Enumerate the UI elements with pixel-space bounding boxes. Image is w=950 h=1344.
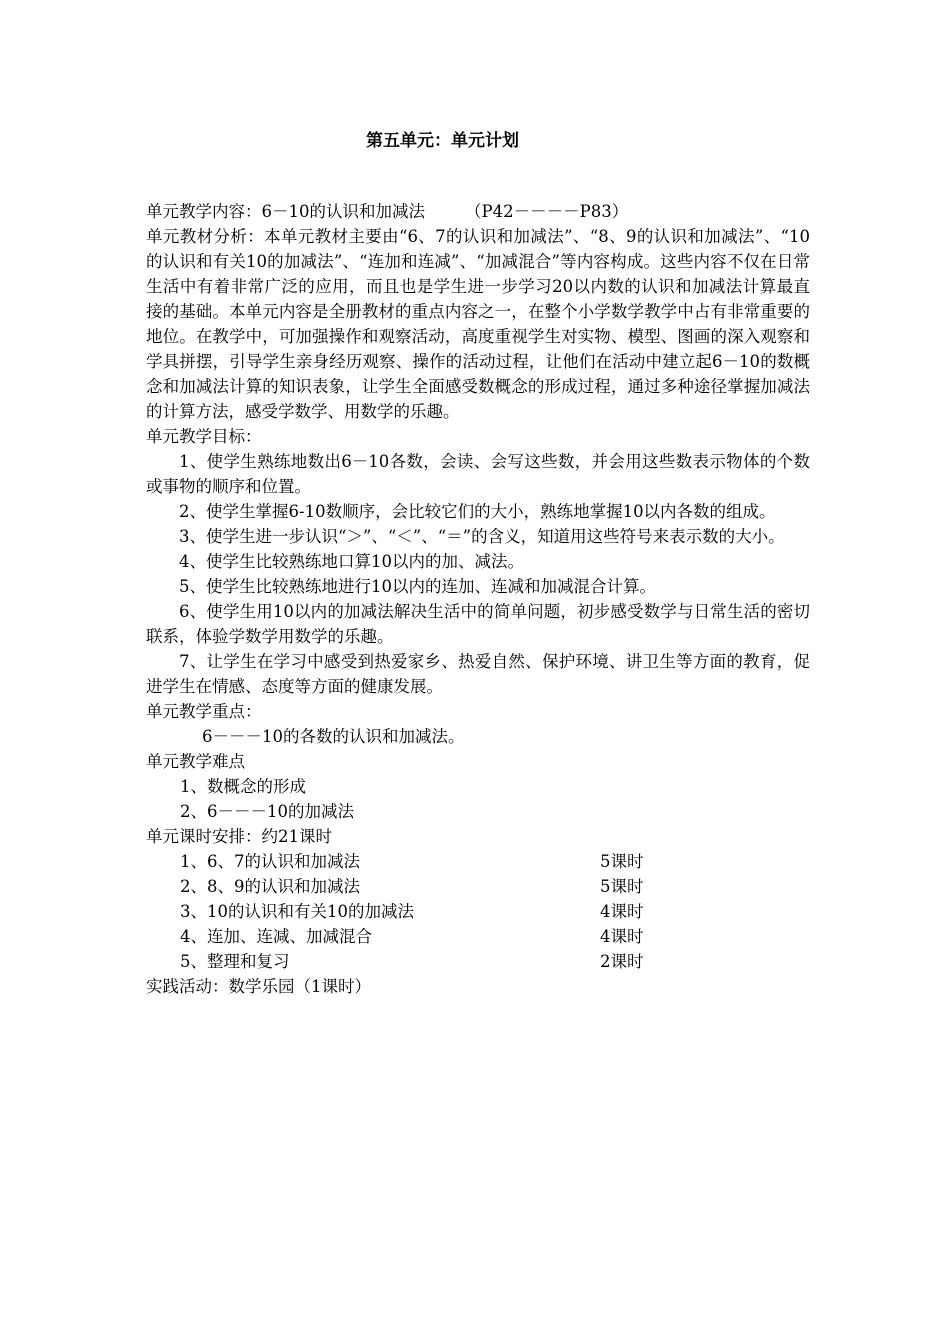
- document-body: [146, 199, 810, 999]
- schedule-row: [146, 949, 810, 974]
- goal-item: 2、使学生掌握6-10数顺序，会比较它们的大小，熟练地掌握10以内各数的组成。: [179, 502, 776, 521]
- difficulty-item: 1、数概念的形成: [180, 777, 306, 796]
- keypoints-text: 6－－－10的各数的认识和加减法。: [202, 727, 465, 746]
- schedule-hours: 4课时: [600, 927, 644, 946]
- unit-analysis: 单元教材分析：本单元教材主要由“6、7的认识和加减法”、“8、9的认识和加减法”、“10的认识和有关10的加减法”、“连加和连减”、“加减混合”等内容构成。这些内容不仅在日常生活中有着非常广泛的应用，而且也是学生进一步学习20以内数的认识和加减法计算最直接的基础。本单元内容是全册教材的重点内容之一，在整个小学数学教学中占有非常重要的地位。在教学中，可加强操作和观察活动，高度重视学生对实物、模型、图画的深入观察和学具拼摆，引导学生亲身经历观察、操作的活动过程，让他们在活动中建立起6－10的数概念和加减法计算的知识表象，让学生全面感受数概念的形成过程，通过多种途径掌握加减法的计算方法，感受学数学、用数学的乐趣。: [146, 227, 810, 421]
- schedule-lesson: 1、6、7的认识和加减法: [180, 852, 360, 871]
- goal-item: 7、让学生在学习中感受到热爱家乡、热爱自然、保护环境、讲卫生等方面的教育，促进学生在情感、态度等方面的健康发展。: [146, 652, 810, 696]
- schedule-hours: 5课时: [600, 852, 644, 871]
- goal-item: 3、使学生进一步认识“＞”、“＜”、“＝”的含义，知道用这些符号来表示数的大小。: [179, 527, 785, 546]
- unit-content-line: [146, 199, 810, 224]
- unit-content-label: 单元教学内容：: [146, 202, 262, 221]
- goal-item: 1、使学生熟练地数出6－10各数，会读、会写这些数，并会用这些数表示物体的个数或事物的顺序和位置。: [146, 452, 810, 496]
- schedule-lesson: 4、连加、连减、加减混合: [180, 927, 372, 946]
- schedule-row: [146, 874, 810, 899]
- schedule-row: [146, 924, 810, 949]
- difficulties-heading: 单元教学难点: [146, 752, 245, 771]
- schedule-hours: 2课时: [600, 952, 644, 971]
- goal-item: 6、使学生用10以内的加减法解决生活中的简单问题，初步感受数学与日常生活的密切联系，体验学数学用数学的乐趣。: [146, 602, 810, 646]
- goals-list: [146, 449, 810, 699]
- page-title: 第五单元：单元计划: [366, 131, 519, 151]
- schedule-lesson: 2、8、9的认识和加减法: [180, 877, 360, 896]
- schedule-list: [146, 849, 810, 974]
- difficulties-list: [146, 774, 810, 824]
- goals-heading: 单元教学目标：: [146, 427, 262, 446]
- schedule-row: [146, 899, 810, 924]
- unit-content-pages: （P42－－－－P83）: [465, 202, 629, 221]
- schedule-hours: 4课时: [600, 902, 644, 921]
- keypoints-heading: 单元教学重点：: [146, 702, 262, 721]
- goal-item: 4、使学生比较熟练地口算10以内的加、减法。: [179, 552, 524, 571]
- schedule-heading: 单元课时安排：约21课时: [146, 827, 332, 846]
- goal-item: 5、使学生比较熟练地进行10以内的连加、连减和加减混合计算。: [179, 577, 656, 596]
- unit-content-text: 6－10的认识和加减法: [261, 202, 425, 221]
- difficulty-item: 2、6－－－10的加减法: [180, 802, 354, 821]
- schedule-lesson: 5、整理和复习: [180, 952, 290, 971]
- schedule-lesson: 3、10的认识和有关10的加减法: [180, 902, 414, 921]
- practice-activity: 实践活动：数学乐园（1课时）: [146, 977, 371, 996]
- schedule-hours: 5课时: [600, 877, 644, 896]
- schedule-row: [146, 849, 810, 874]
